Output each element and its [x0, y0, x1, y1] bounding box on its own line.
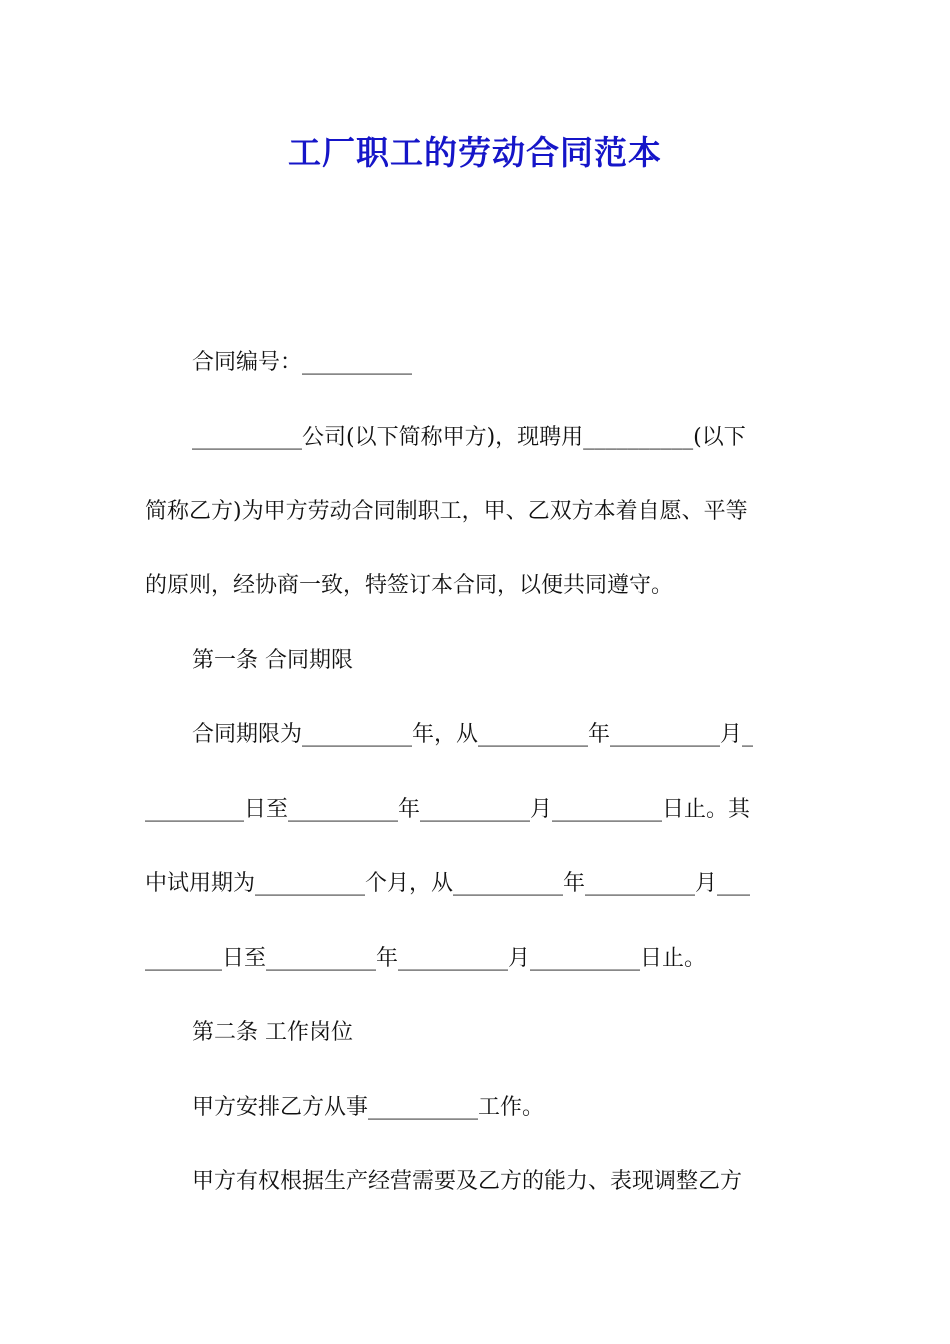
paragraph-line: __________公司(以下简称甲方)，现聘用__________(以下 [192, 425, 746, 450]
document-title: 工厂职工的劳动合同范本 [288, 133, 662, 172]
paragraph-line: _______日至__________年__________月__________日止。 [145, 946, 707, 971]
paragraph-line: 中试用期为__________个月，从__________年__________月___ [145, 871, 751, 896]
contract-number-line: 合同编号：__________ [192, 350, 413, 375]
paragraph-line: 合同期限为__________年，从__________年__________月_ [192, 722, 754, 747]
paragraph-line: 甲方有权根据生产经营需要及乙方的能力、表现调整乙方 [192, 1169, 743, 1194]
article-heading: 第一条 合同期限 [192, 648, 353, 673]
paragraph-line: _________日至__________年__________月__________日止。其 [145, 797, 751, 822]
article-heading: 第二条 工作岗位 [192, 1020, 353, 1045]
paragraph-line: 的原则，经协商一致，特签订本合同，以便共同遵守。 [145, 573, 674, 598]
paragraph-line: 简称乙方)为甲方劳动合同制职工，甲、乙双方本着自愿、平等 [145, 499, 748, 524]
paragraph-line: 甲方安排乙方从事__________工作。 [192, 1095, 545, 1120]
